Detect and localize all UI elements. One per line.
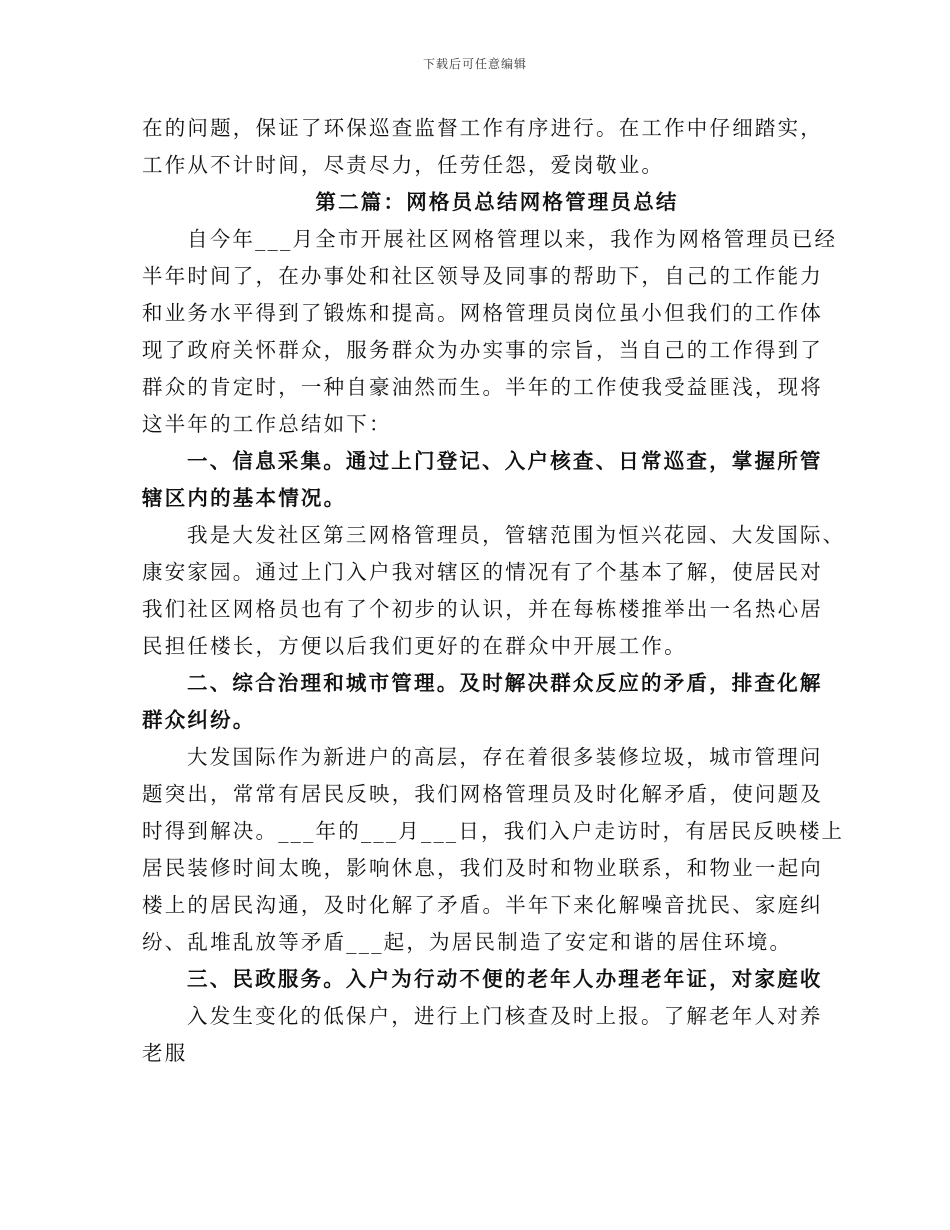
heading-line: 一、信息采集。通过上门登记、入户核查、日常巡查，掌握所管: [187, 449, 823, 473]
paragraph-line: 在的问题，保证了环保巡查监督工作有序进行。在工作中仔细踏实，: [142, 116, 823, 140]
paragraph-line: 和业务水平得到了锻炼和提高。网格管理员岗位虽小但我们的工作体: [142, 301, 823, 325]
paragraph-line: 工作从不计时间，尽责尽力，任劳任怨，爱岗敬业。: [142, 153, 665, 177]
heading-line: 群众纠纷。: [142, 708, 256, 732]
paragraph-line: 自今年___月全市开展社区网格管理以来，我作为网格管理员已经: [187, 227, 838, 251]
section-title: 第二篇：网格员总结网格管理员总结: [315, 190, 679, 214]
paragraph-line: 现了政府关怀群众，服务群众为办实事的宗旨，当自己的工作得到了: [142, 338, 823, 362]
paragraph-line: 入发生变化的低保户，进行上门核查及时上报。了解老年人对养: [187, 1004, 823, 1028]
page-header: 下载后可任意编辑: [422, 57, 527, 71]
heading-line: 三、民政服务。入户为行动不便的老年人办理老年证，对家庭收: [187, 967, 823, 991]
paragraph-line: 题突出，常常有居民反映，我们网格管理员及时化解矛盾，使问题及: [142, 782, 823, 806]
paragraph-line: 这半年的工作总结如下：: [142, 412, 392, 436]
paragraph-line: 群众的肯定时，一种自豪油然而生。半年的工作使我受益匪浅，现将: [142, 375, 823, 399]
paragraph-line: 居民装修时间太晚，影响休息，我们及时和物业联系，和物业一起向: [142, 856, 823, 880]
document-body: [142, 110, 846, 1072]
heading-line: 二、综合治理和城市管理。及时解决群众反应的矛盾，排查化解: [187, 671, 823, 695]
paragraph-line: 纷、乱堆乱放等矛盾___起，为居民制造了安定和谐的居住环境。: [142, 930, 793, 954]
paragraph-line: 我是大发社区第三网格管理员，管辖范围为恒兴花园、大发国际、: [187, 523, 846, 547]
paragraph-line: 时得到解决。___年的___月___日，我们入户走访时，有居民反映楼上: [142, 819, 845, 843]
paragraph-line: 老服: [142, 1041, 188, 1065]
heading-line: 辖区内的基本情况。: [142, 486, 347, 510]
paragraph-line: 大发国际作为新进户的高层，存在着很多装修垃圾，城市管理问: [187, 745, 823, 769]
paragraph-line: 半年时间了，在办事处和社区领导及同事的帮助下，自己的工作能力: [142, 264, 823, 288]
paragraph-line: 康安家园。通过上门入户我对辖区的情况有了个基本了解，使居民对: [142, 560, 823, 584]
paragraph-line: 我们社区网格员也有了个初步的认识，并在每栋楼推举出一名热心居: [142, 597, 823, 621]
paragraph-line: 楼上的居民沟通，及时化解了矛盾。半年下来化解噪音扰民、家庭纠: [142, 893, 823, 917]
paragraph-line: 民担任楼长，方便以后我们更好的在群众中开展工作。: [142, 634, 687, 658]
